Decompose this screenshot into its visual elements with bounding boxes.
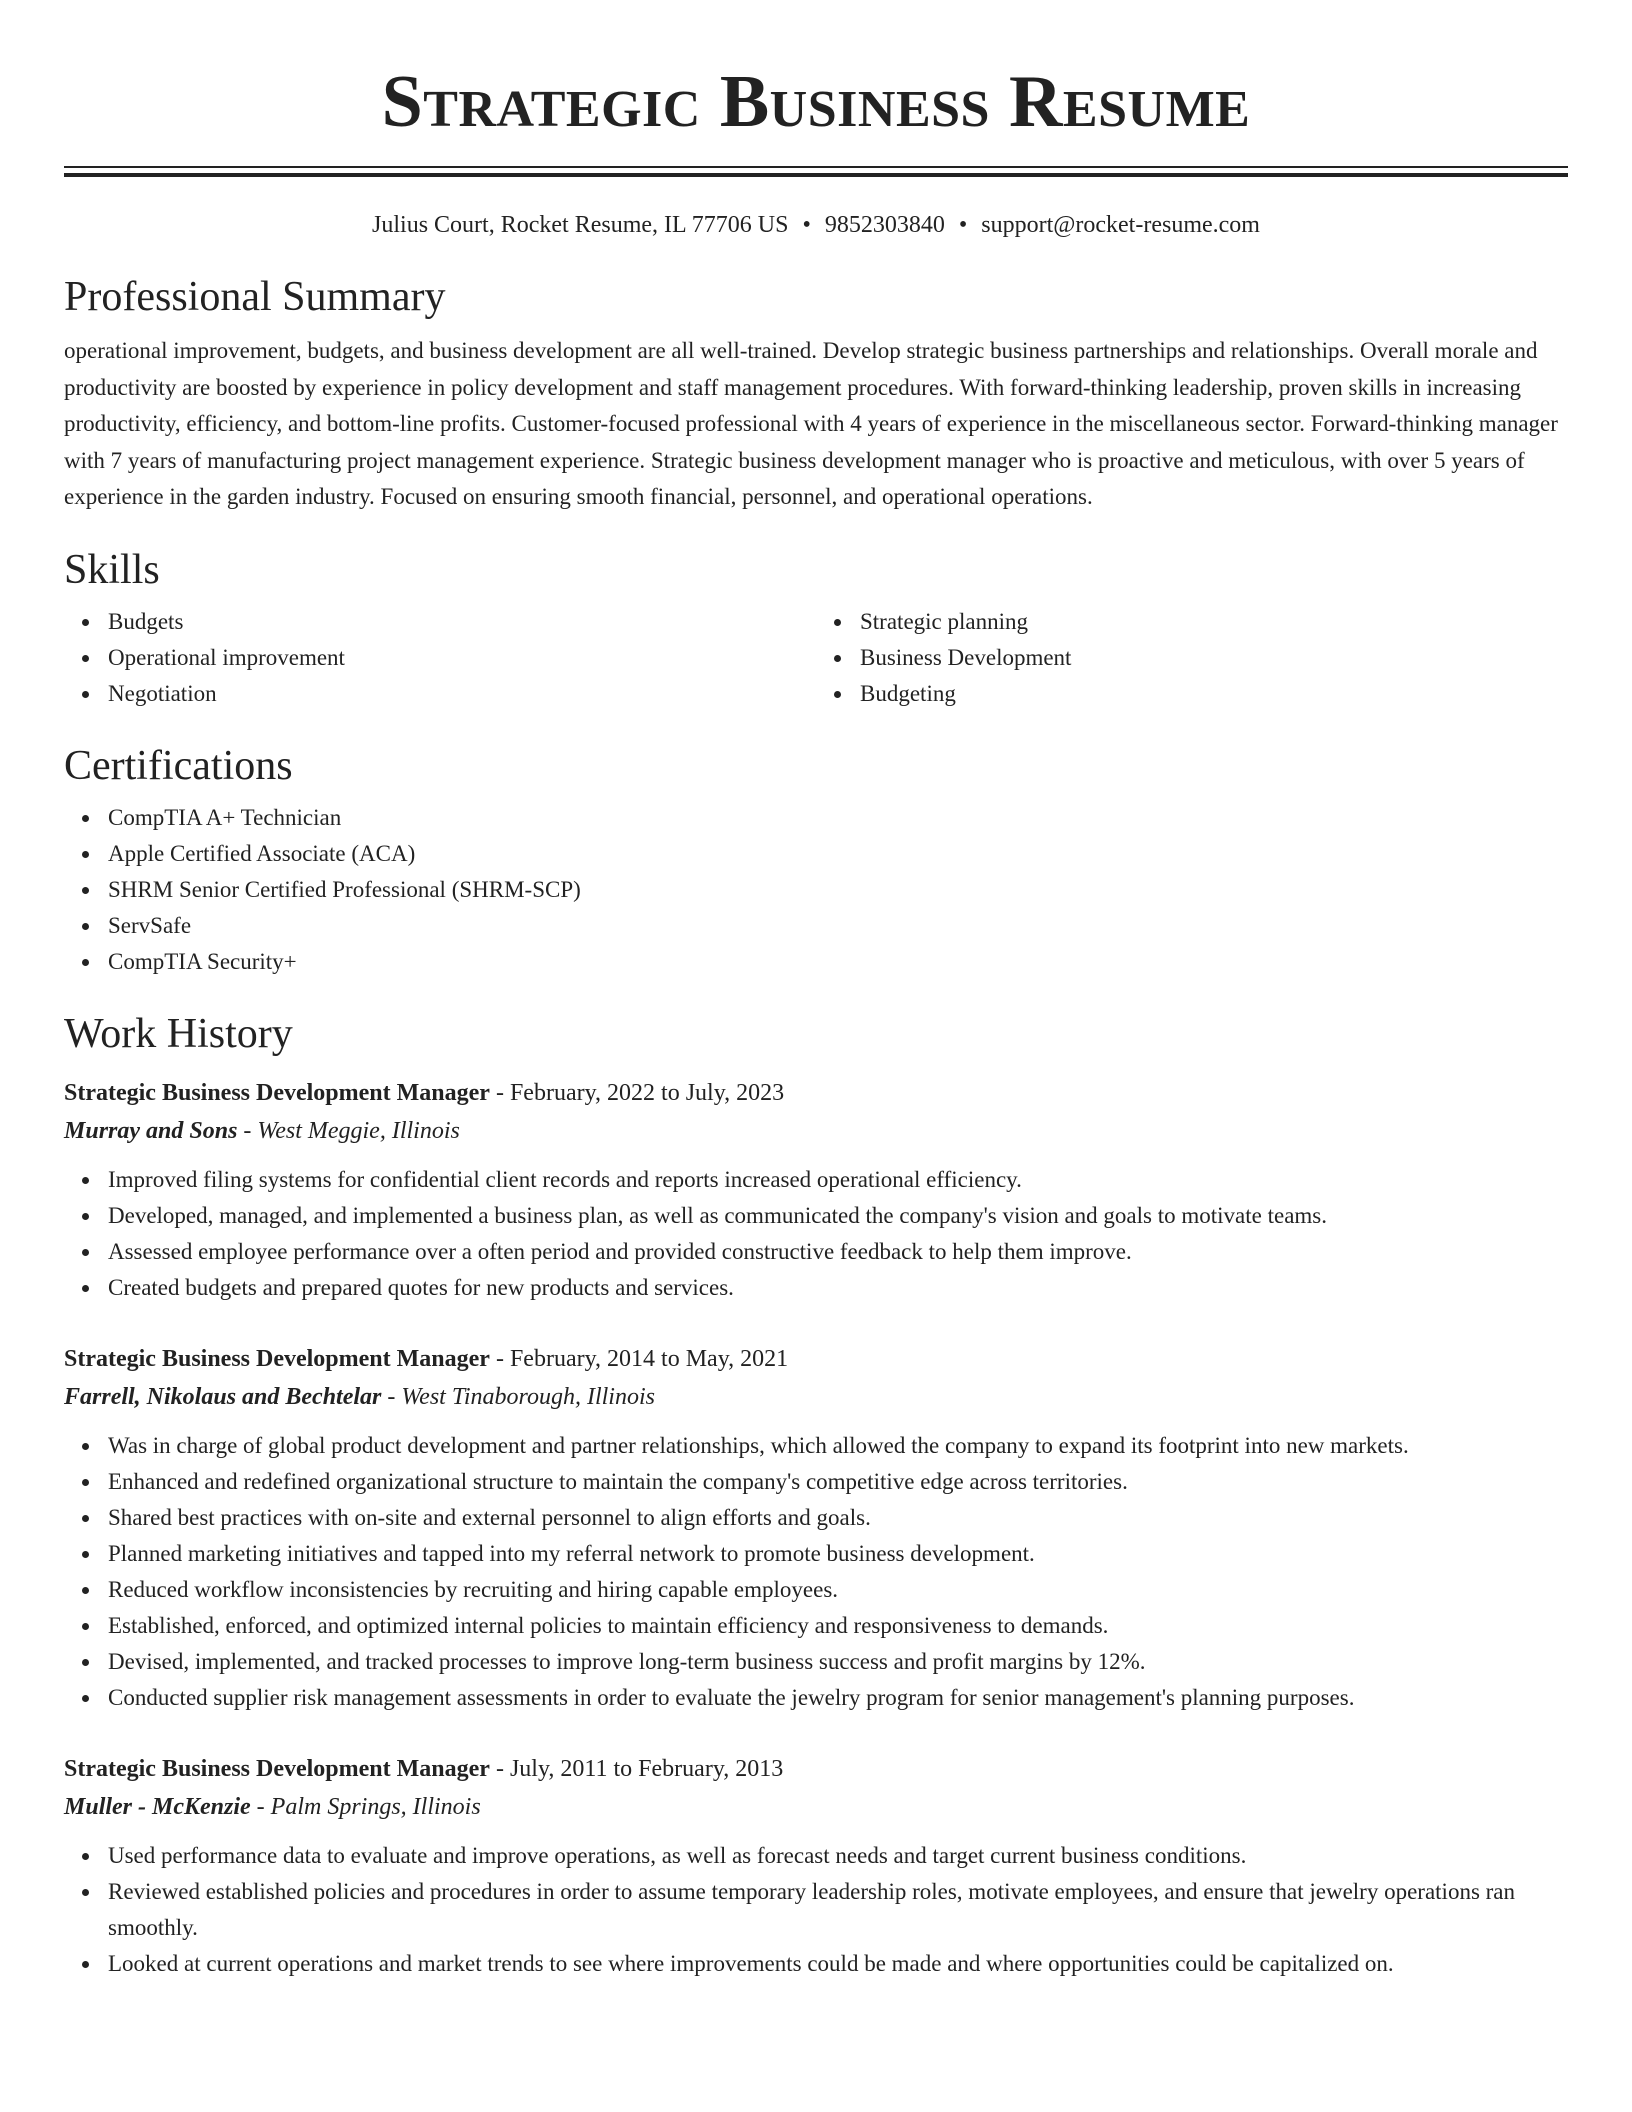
summary-section [64, 269, 1568, 516]
skill-item: Operational improvement [108, 640, 816, 676]
job-dash: - [489, 1345, 510, 1372]
job-bullet: Was in charge of global product development and partner relationships, which allowed the company to expand its footprint into new markets. [108, 1428, 1568, 1464]
skills-columns [64, 598, 1568, 712]
job-bullet: Devised, implemented, and tracked processes to improve long-term business success and profit margins by 12%. [108, 1644, 1568, 1680]
job-bullet: Reviewed established policies and procedures in order to assume temporary leadership roles, motivate employees, and ensure that jewelry operations ran smoothly. [108, 1874, 1568, 1946]
job-dates: February, 2014 to May, 2021 [509, 1345, 789, 1372]
summary-text: operational improvement, budgets, and business development are all well-trained. Develop strategic business partnerships and relationships. Overall morale and productivity are boosted by experience in policy development and staff management procedures. With forward-thinking leadership, proven skills in increasing productivity, efficiency, and bottom-line profits. Customer-focused professional with 4 years of experience in the miscellaneous sector. Forward-thinking manager with 7 years of manufacturing project management experience. Strategic business development manager who is proactive and meticulous, with over 5 years of experience in the garden industry. Focused on ensuring smooth financial, personnel, and operational operations. [64, 338, 1558, 509]
job-location: Palm Springs, Illinois [270, 1793, 481, 1820]
job-bullet: Planned marketing initiatives and tapped into my referral network to promote business development. [108, 1536, 1568, 1572]
contact-separator: • [958, 212, 968, 238]
job-bullets [64, 1428, 1568, 1716]
job-bullet: Reduced workflow inconsistencies by recruiting and hiring capable employees. [108, 1572, 1568, 1608]
job-title-line [64, 1340, 1568, 1378]
job-title-line [64, 1074, 1568, 1112]
contact-separator: • [802, 212, 811, 238]
job-dates: July, 2011 to February, 2013 [509, 1755, 784, 1782]
skill-item: Business Development [860, 640, 1568, 676]
job-title: Strategic Business Development Manager [64, 1755, 490, 1782]
job-bullet: Looked at current operations and market trends to see where improvements could be made and where opportunities could be capitalized on. [108, 1946, 1568, 1982]
skill-item: Budgets [108, 604, 816, 640]
job-bullet: Enhanced and redefined organizational structure to maintain the company's competitive edge across territories. [108, 1464, 1568, 1500]
job-company-line [64, 1378, 1568, 1416]
job-entry [64, 1750, 1568, 1982]
job-entry [64, 1340, 1568, 1716]
job-entry [64, 1074, 1568, 1306]
contact-line [64, 207, 1568, 243]
skills-section [64, 542, 1568, 712]
work-history-heading: Work History [64, 1010, 293, 1057]
job-title: Strategic Business Development Manager [64, 1079, 490, 1106]
certifications-heading: Certifications [64, 742, 293, 789]
skill-item: Strategic planning [860, 604, 1568, 640]
summary-heading: Professional Summary [64, 274, 446, 320]
skills-heading: Skills [64, 546, 160, 593]
certification-item: ServSafe [108, 908, 1568, 944]
job-location: West Tinaborough, Illinois [401, 1383, 655, 1410]
certifications-section [64, 738, 1568, 980]
job-bullets [64, 1838, 1568, 1982]
job-bullet: Shared best practices with on-site and external personnel to align efforts and goals. [108, 1500, 1568, 1536]
job-dash: - [489, 1079, 510, 1106]
job-title-line [64, 1750, 1568, 1788]
certification-item: Apple Certified Associate (ACA) [108, 836, 1568, 872]
job-bullets [64, 1162, 1568, 1306]
certification-item: SHRM Senior Certified Professional (SHRM-SCP) [108, 872, 1568, 908]
work-history-section [64, 1006, 1568, 1982]
title-double-rule [64, 166, 1568, 177]
skill-item: Budgeting [860, 676, 1568, 712]
job-company-line [64, 1112, 1568, 1150]
job-bullet: Conducted supplier risk management assessments in order to evaluate the jewelry program for senior management's planning purposes. [108, 1680, 1568, 1716]
skills-list-left [64, 604, 816, 712]
job-company: Muller - McKenzie [64, 1793, 251, 1820]
job-bullet: Assessed employee performance over a often period and provided constructive feedback to help them improve. [108, 1234, 1568, 1270]
job-bullet: Established, enforced, and optimized internal policies to maintain efficiency and responsiveness to demands. [108, 1608, 1568, 1644]
job-dash: - [250, 1793, 271, 1820]
job-company-line [64, 1788, 1568, 1826]
job-company: Murray and Sons [64, 1117, 238, 1144]
certification-item: CompTIA A+ Technician [108, 800, 1568, 836]
certification-item: CompTIA Security+ [108, 944, 1568, 980]
job-company: Farrell, Nikolaus and Bechtelar [64, 1383, 382, 1410]
contact-email: support@rocket-resume.com [981, 212, 1260, 238]
resume-title: Strategic Business Resume [381, 61, 1251, 143]
job-bullet: Developed, managed, and implemented a business plan, as well as communicated the company's vision and goals to motivate teams. [108, 1198, 1568, 1234]
job-bullet: Created budgets and prepared quotes for new products and services. [108, 1270, 1568, 1306]
job-title: Strategic Business Development Manager [64, 1345, 490, 1372]
skills-list-right [816, 604, 1568, 712]
job-dash: - [489, 1755, 510, 1782]
job-dash: - [237, 1117, 258, 1144]
job-bullet: Improved filing systems for confidential client records and reports increased operational efficiency. [108, 1162, 1568, 1198]
job-dash: - [381, 1383, 402, 1410]
certifications-list [64, 800, 1568, 980]
job-dates: February, 2022 to July, 2023 [509, 1079, 785, 1106]
job-location: West Meggie, Illinois [257, 1117, 460, 1144]
contact-phone: 9852303840 [824, 212, 945, 238]
contact-address: Julius Court, Rocket Resume, IL 77706 US [372, 212, 789, 238]
job-bullet: Used performance data to evaluate and improve operations, as well as forecast needs and target current business conditions. [108, 1838, 1568, 1874]
skill-item: Negotiation [108, 676, 816, 712]
